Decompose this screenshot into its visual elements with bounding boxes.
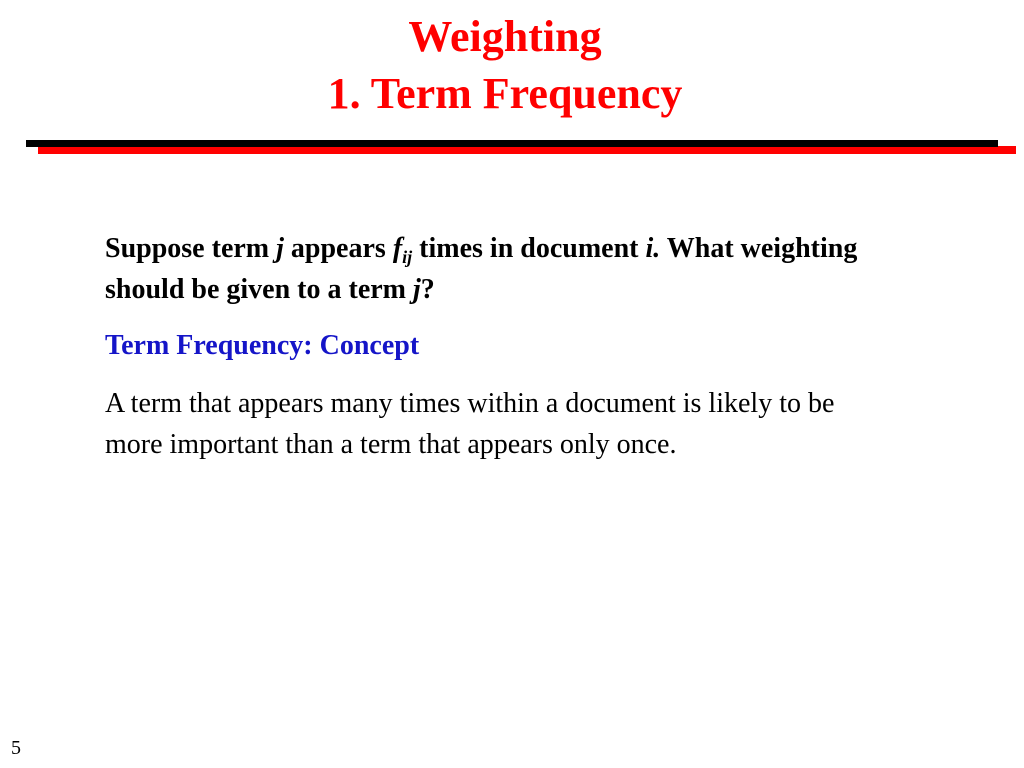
question-text-4: What weighting should be given to a term xyxy=(105,233,858,305)
variable-f: f xyxy=(392,233,403,264)
question-text-1: Suppose term xyxy=(105,233,277,264)
title-line-1: Weighting xyxy=(408,12,602,61)
question-text-5: ? xyxy=(420,274,435,305)
question-paragraph xyxy=(105,228,895,310)
question-text-2: appears xyxy=(283,233,393,264)
variable-j-second: j xyxy=(413,274,421,305)
title-underline-red xyxy=(38,146,1016,154)
variable-j: j xyxy=(276,233,284,264)
concept-body: A term that appears many times within a document is likely to be more important than a term that appears only once. xyxy=(105,388,835,460)
concept-heading: Term Frequency: Concept xyxy=(105,330,420,361)
variable-i: i. xyxy=(645,233,661,264)
question-text-3: times in document xyxy=(412,233,646,264)
slide-title xyxy=(0,8,1010,122)
page-number: 5 xyxy=(11,737,21,759)
title-underline-black xyxy=(26,140,998,147)
subscript-ij: ij xyxy=(402,247,413,267)
slide-content xyxy=(105,228,895,465)
title-line-2: 1. Term Frequency xyxy=(327,69,683,118)
